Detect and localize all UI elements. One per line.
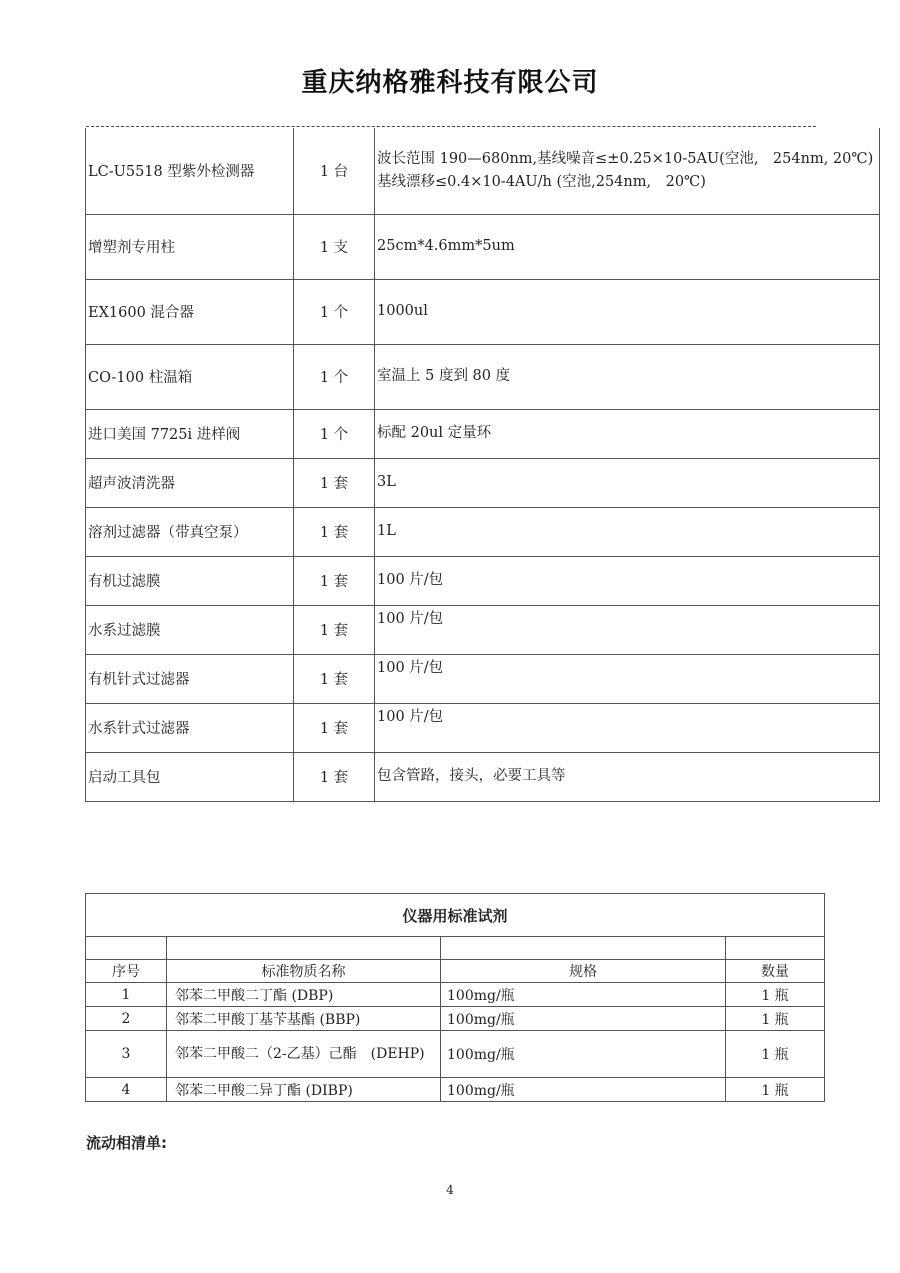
reagent-quantity: 1 瓶 xyxy=(726,1007,825,1031)
table-row xyxy=(86,128,880,214)
reagent-quantity: 1 瓶 xyxy=(726,1078,825,1102)
table-row xyxy=(86,703,880,752)
reagent-table-title: 仪器用标准试剂 xyxy=(86,894,825,937)
header-divider xyxy=(86,126,816,127)
item-spec: 包含管路，接头，必要工具等 xyxy=(375,752,880,801)
table-row xyxy=(86,1007,825,1031)
reagent-quantity: 1 瓶 xyxy=(726,1031,825,1078)
item-quantity: 1 个 xyxy=(294,344,375,409)
item-spec: 100 片/包 xyxy=(375,703,880,752)
table-row xyxy=(86,214,880,279)
item-spec: 100 片/包 xyxy=(375,556,880,605)
item-name: 增塑剂专用柱 xyxy=(86,214,294,279)
item-spec: 3L xyxy=(375,458,880,507)
reagent-spec: 100mg/瓶 xyxy=(441,983,726,1007)
equipment-table xyxy=(85,128,880,802)
item-spec: 1000ul xyxy=(375,279,880,344)
item-name: 水系针式过滤器 xyxy=(86,703,294,752)
item-quantity: 1 套 xyxy=(294,703,375,752)
reagent-number: 4 xyxy=(86,1078,167,1102)
item-name: 超声波清洗器 xyxy=(86,458,294,507)
table-row xyxy=(86,458,880,507)
table-row xyxy=(86,409,880,458)
blank-row xyxy=(86,937,825,960)
reagent-name: 邻苯二甲酸二丁酯 (DBP) xyxy=(167,983,441,1007)
column-header-quantity: 数量 xyxy=(726,960,825,983)
item-name: LC-U5518 型紫外检测器 xyxy=(86,128,294,214)
item-name: 有机过滤膜 xyxy=(86,556,294,605)
item-quantity: 1 个 xyxy=(294,279,375,344)
company-name: 重庆纳格雅科技有限公司 xyxy=(301,68,599,98)
item-quantity: 1 套 xyxy=(294,507,375,556)
table-row xyxy=(86,279,880,344)
item-name: EX1600 混合器 xyxy=(86,279,294,344)
reagent-number: 3 xyxy=(86,1031,167,1078)
reagent-quantity: 1 瓶 xyxy=(726,983,825,1007)
table-row xyxy=(86,983,825,1007)
reagent-number: 2 xyxy=(86,1007,167,1031)
table-row xyxy=(86,752,880,801)
mobile-phase-heading: 流动相清单: xyxy=(86,1134,167,1152)
reagent-header-row xyxy=(86,960,825,983)
reagent-table xyxy=(85,893,825,1102)
item-quantity: 1 台 xyxy=(294,128,375,214)
item-quantity: 1 套 xyxy=(294,605,375,654)
table-row xyxy=(86,605,880,654)
table-row xyxy=(86,1078,825,1102)
item-name: 启动工具包 xyxy=(86,752,294,801)
reagent-spec: 100mg/瓶 xyxy=(441,1007,726,1031)
item-spec: 波长范围 190—680nm,基线噪音≤±0.25×10-5AU(空池, 254nm, 20℃) 基线漂移≤0.4×10-4AU/h (空池,254nm, 20℃) xyxy=(375,128,880,214)
item-spec: 室温上 5 度到 80 度 xyxy=(375,344,880,409)
item-name: 水系过滤膜 xyxy=(86,605,294,654)
table-row xyxy=(86,344,880,409)
reagent-name: 邻苯二甲酸丁基苄基酯 (BBP) xyxy=(167,1007,441,1031)
item-spec: 100 片/包 xyxy=(375,654,880,703)
item-spec: 1L xyxy=(375,507,880,556)
item-quantity: 1 套 xyxy=(294,458,375,507)
item-name: 有机针式过滤器 xyxy=(86,654,294,703)
page-number: 4 xyxy=(446,1183,454,1197)
column-header-number: 序号 xyxy=(86,960,167,983)
item-name: 溶剂过滤器（带真空泵） xyxy=(86,507,294,556)
item-quantity: 1 套 xyxy=(294,654,375,703)
table-row xyxy=(86,654,880,703)
item-spec: 标配 20ul 定量环 xyxy=(375,409,880,458)
item-spec: 100 片/包 xyxy=(375,605,880,654)
reagent-name: 邻苯二甲酸二异丁酯 (DIBP) xyxy=(167,1078,441,1102)
column-header-spec: 规格 xyxy=(441,960,726,983)
item-quantity: 1 套 xyxy=(294,556,375,605)
reagent-spec: 100mg/瓶 xyxy=(441,1078,726,1102)
table-row xyxy=(86,556,880,605)
item-quantity: 1 个 xyxy=(294,409,375,458)
table-row xyxy=(86,507,880,556)
reagent-number: 1 xyxy=(86,983,167,1007)
column-header-name: 标准物质名称 xyxy=(167,960,441,983)
reagent-name: 邻苯二甲酸二（2-乙基）己酯 (DEHP) xyxy=(167,1031,441,1078)
item-quantity: 1 支 xyxy=(294,214,375,279)
item-quantity: 1 套 xyxy=(294,752,375,801)
item-name: CO-100 柱温箱 xyxy=(86,344,294,409)
item-name: 进口美国 7725i 进样阀 xyxy=(86,409,294,458)
table-row xyxy=(86,1031,825,1078)
item-spec: 25cm*4.6mm*5um xyxy=(375,214,880,279)
reagent-spec: 100mg/瓶 xyxy=(441,1031,726,1078)
